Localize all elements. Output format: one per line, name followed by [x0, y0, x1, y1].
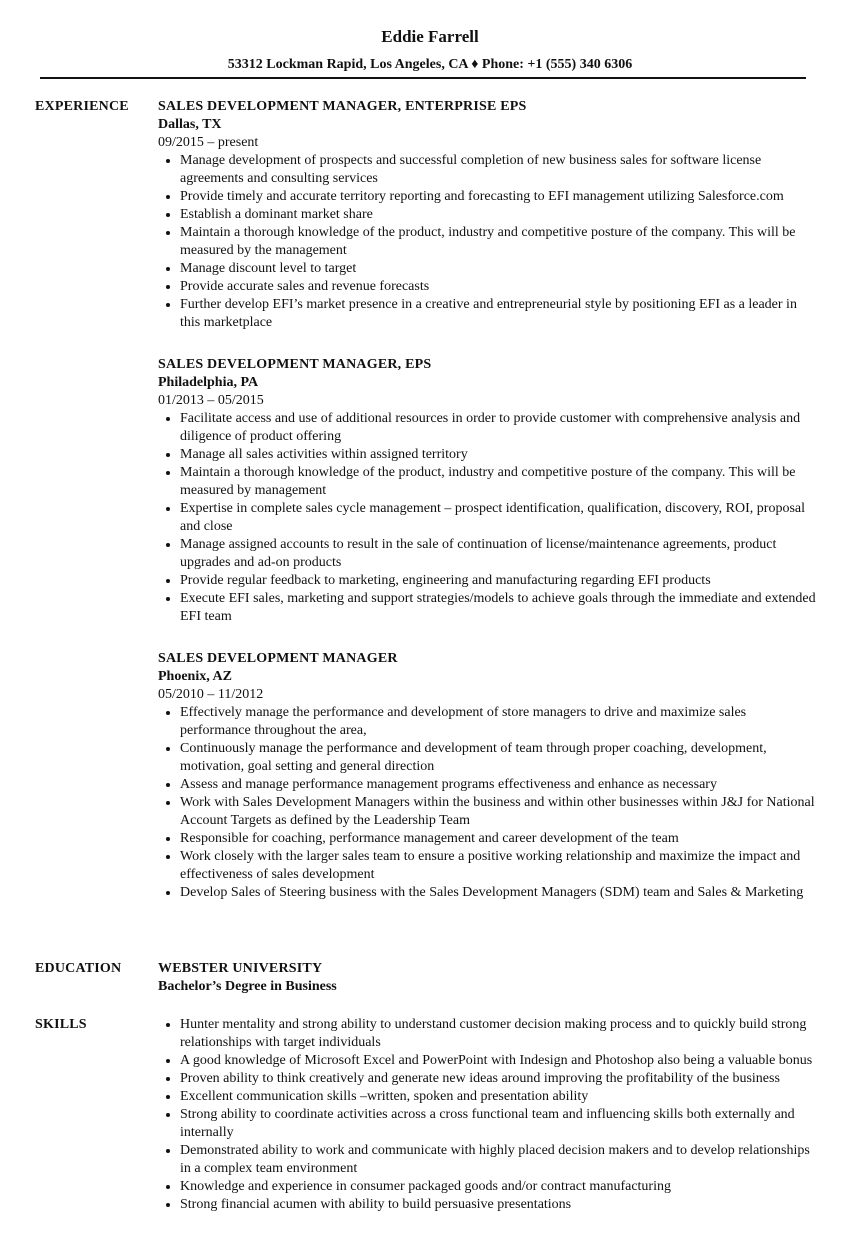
job-entry	[158, 650, 818, 902]
header-divider	[40, 77, 806, 79]
experience-heading: EXPERIENCE	[35, 99, 129, 114]
skills-heading: SKILLS	[35, 1017, 87, 1032]
job-location: Phoenix, AZ	[158, 669, 232, 684]
job-location: Philadelphia, PA	[158, 375, 259, 390]
bullet-item: • Provide timely and accurate territory reporting and forecasting to EFI management utilizing Salesforce.com	[180, 188, 818, 206]
school-name: WEBSTER UNIVERSITY	[158, 961, 323, 976]
skill-item: • Hunter mentality and strong ability to understand customer decision making process and to quickly build strong relationships with target individuals	[180, 1016, 818, 1052]
job-dates: 01/2013 – 05/2015	[158, 393, 264, 408]
education-body	[158, 960, 818, 996]
experience-body	[158, 98, 818, 926]
candidate-name: Eddie Farrell	[381, 27, 479, 46]
bullet-item: • Manage assigned accounts to result in the sale of continuation of license/maintenance agreements, product upgrades and ad-on products	[180, 536, 818, 572]
bullet-item: • Work closely with the larger sales team to ensure a positive working relationship and maximize the impact and effectiveness of sales development	[180, 848, 818, 884]
job-bullets	[158, 410, 818, 626]
bullet-item: • Effectively manage the performance and development of store managers to drive and maximize sales performance throughout the area,	[180, 704, 818, 740]
bullet-item: • Maintain a thorough knowledge of the product, industry and competitive posture of the company. This will be measured by management	[180, 464, 818, 500]
education-heading: EDUCATION	[35, 961, 122, 976]
job-bullets	[158, 704, 818, 902]
bullet-item: • Manage development of prospects and successful completion of new business sales for software license agreements and consulting services	[180, 152, 818, 188]
skill-item: • Strong financial acumen with ability to build persuasive presentations	[180, 1196, 818, 1214]
job-title: SALES DEVELOPMENT MANAGER, ENTERPRISE EPS	[158, 99, 527, 114]
bullet-item: • Expertise in complete sales cycle management – prospect identification, qualification, discovery, ROI, proposal and close	[180, 500, 818, 536]
job-entry	[158, 98, 818, 332]
skill-item: • A good knowledge of Microsoft Excel and PowerPoint with Indesign and Photoshop also being a valuable bonus	[180, 1052, 818, 1070]
skill-item: • Demonstrated ability to work and communicate with highly placed decision makers and to develop relationships in a complex team environment	[180, 1142, 818, 1178]
job-bullets	[158, 152, 818, 332]
bullet-item: • Facilitate access and use of additional resources in order to provide customer with comprehensive analysis and diligence of product offering	[180, 410, 818, 446]
bullet-item: • Establish a dominant market share	[180, 206, 818, 224]
job-entry	[158, 356, 818, 626]
skill-item: • Knowledge and experience in consumer packaged goods and/or contract manufacturing	[180, 1178, 818, 1196]
bullet-item: • Work with Sales Development Managers within the business and within other businesses within J&J for National Account Targets as defined by the Leadership Team	[180, 794, 818, 830]
bullet-item: • Maintain a thorough knowledge of the product, industry and competitive posture of the company. This will be measured by the management	[180, 224, 818, 260]
bullet-item: • Manage discount level to target	[180, 260, 818, 278]
degree: Bachelor’s Degree in Business	[158, 979, 337, 994]
bullet-item: • Manage all sales activities within assigned territory	[180, 446, 818, 464]
skills-body	[158, 1016, 818, 1214]
job-dates: 09/2015 – present	[158, 135, 259, 150]
job-location: Dallas, TX	[158, 117, 222, 132]
skill-item: • Strong ability to coordinate activities across a cross functional team and influencing skills both externally and internally	[180, 1106, 818, 1142]
bullet-item: • Responsible for coaching, performance management and career development of the team	[180, 830, 818, 848]
skill-item: • Proven ability to think creatively and generate new ideas around improving the profitability of the business	[180, 1070, 818, 1088]
bullet-item: • Execute EFI sales, marketing and support strategies/models to achieve goals through the immediate and extended EFI team	[180, 590, 818, 626]
bullet-item: • Develop Sales of Steering business with the Sales Development Managers (SDM) team and Sales & Marketing	[180, 884, 818, 902]
bullet-item: • Provide regular feedback to marketing, engineering and manufacturing regarding EFI products	[180, 572, 818, 590]
resume-header	[0, 26, 860, 74]
bullet-item: • Provide accurate sales and revenue forecasts	[180, 278, 818, 296]
skills-list	[158, 1016, 818, 1214]
job-title: SALES DEVELOPMENT MANAGER	[158, 651, 398, 666]
bullet-item: • Assess and manage performance management programs effectiveness and enhance as necessary	[180, 776, 818, 794]
skill-item: • Excellent communication skills –written, spoken and presentation ability	[180, 1088, 818, 1106]
job-title: SALES DEVELOPMENT MANAGER, EPS	[158, 357, 432, 372]
contact-line: 53312 Lockman Rapid, Los Angeles, CA ♦ Phone: +1 (555) 340 6306	[227, 57, 633, 72]
bullet-item: • Further develop EFI’s market presence in a creative and entrepreneurial style by positioning EFI as a leader in this marketplace	[180, 296, 818, 332]
job-dates: 05/2010 – 11/2012	[158, 687, 264, 702]
bullet-item: • Continuously manage the performance and development of team through proper coaching, development, motivation, goal setting and general direction	[180, 740, 818, 776]
